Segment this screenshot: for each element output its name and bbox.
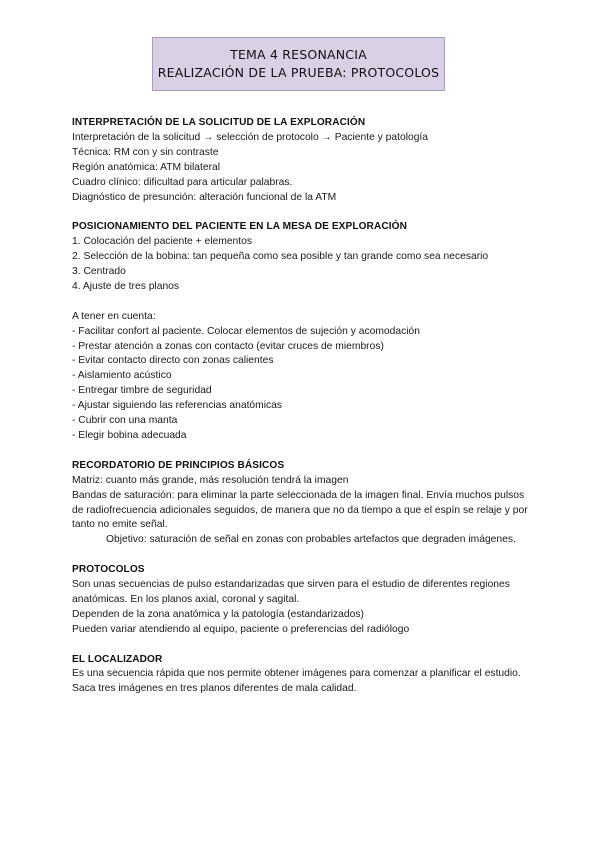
heading-interpretacion: INTERPRETACIÓN DE LA SOLICITUD DE LA EXPLORACIÓN [72,117,366,128]
subheading-a-tener-en-cuenta: A tener en cuenta: [72,310,156,322]
bullet-item: - Prestar atención a zonas con contacto (evitar cruces de miembros) [72,340,384,352]
bullet-item: - Elegir bobina adecuada [72,430,187,441]
text-line: Diagnóstico de presunción: alteración funcional de la ATM [72,191,337,203]
list-item: 3. Centrado [72,266,126,278]
text-line: Matriz: cuanto más grande, más resolución tendrá la imagen [72,474,349,486]
list-item: 1. Colocación del paciente + elementos [72,236,253,248]
spacer [72,295,532,310]
list-item: 4. Ajuste de tres planos [72,280,180,292]
heading-posicionamiento: POSICIONAMIENTO DEL PACIENTE EN LA MESA DE EXPLORACIÓN [72,221,407,233]
bullet-item: - Cubrir con una manta [72,415,178,427]
title-line-1: TEMA 4 RESONANCIA [230,47,367,62]
paragraph-localizador: Es una secuencia rápida que nos permite obtener imágenes para comenzar a planificar el estudio. Saca tres imágenes en tres planos diferentes de mala calidad. [72,668,521,695]
text-line: Técnica: RM con y sin contraste [72,146,219,158]
list-item: 2. Selección de la bobina: tan pequeña como sea posible y tan grande como sea necesario [72,251,489,263]
spacer [72,205,532,220]
bullet-item: - Evitar contacto directo con zonas calientes [72,355,274,367]
document-body [72,116,532,697]
heading-protocolos: PROTOCOLOS [72,564,145,576]
text-line: Cuadro clínico: dificultad para articular palabras. [72,176,293,188]
heading-recordatorio: RECORDATORIO DE PRINCIPIOS BÁSICOS [72,459,285,471]
text-line: Dependen de la zona anatómica y la patología (estandarizados) [72,608,364,620]
paragraph-protocolos: Son unas secuencias de pulso estandarizadas que sirven para el estudio de diferentes regiones anatómicas. En los planos axial, coronal y sagital. [72,579,510,605]
heading-localizador: EL LOCALIZADOR [72,653,163,665]
bullet-item: - Aislamiento acústico [72,370,172,382]
bullet-item: - Facilitar confort al paciente. Colocar elementos de sujeción y acomodación [72,325,420,337]
title-line-2: REALIZACIÓN DE LA PRUEBA: PROTOCOLOS [157,65,440,80]
text-line: Pueden variar atendiendo al equipo, paciente o preferencias del radiólogo [72,623,410,635]
bullet-item: - Ajustar siguiendo las referencias anatómicas [72,400,283,412]
bullet-item: - Entregar timbre de seguridad [72,385,212,397]
spacer [72,638,532,653]
spacer [72,444,532,459]
spacer [72,548,532,563]
title-box [152,37,445,91]
paragraph-bandas-saturacion: Bandas de saturación: para eliminar la parte seleccionada de la imagen final. Envía muchos pulsos de radiofrecuencia adicionales seguidos, de manera que no da tiempo a que el espín se relaje y por tanto no emite señal. [72,489,528,531]
text-line: Región anatómica: ATM bilateral [72,161,221,173]
paragraph-objetivo: Objetivo: saturación de señal en zonas con probables artefactos que degraden imágenes. [106,534,516,546]
text-line: Interpretación de la solicitud → selección de protocolo → Paciente y patología [72,131,429,143]
